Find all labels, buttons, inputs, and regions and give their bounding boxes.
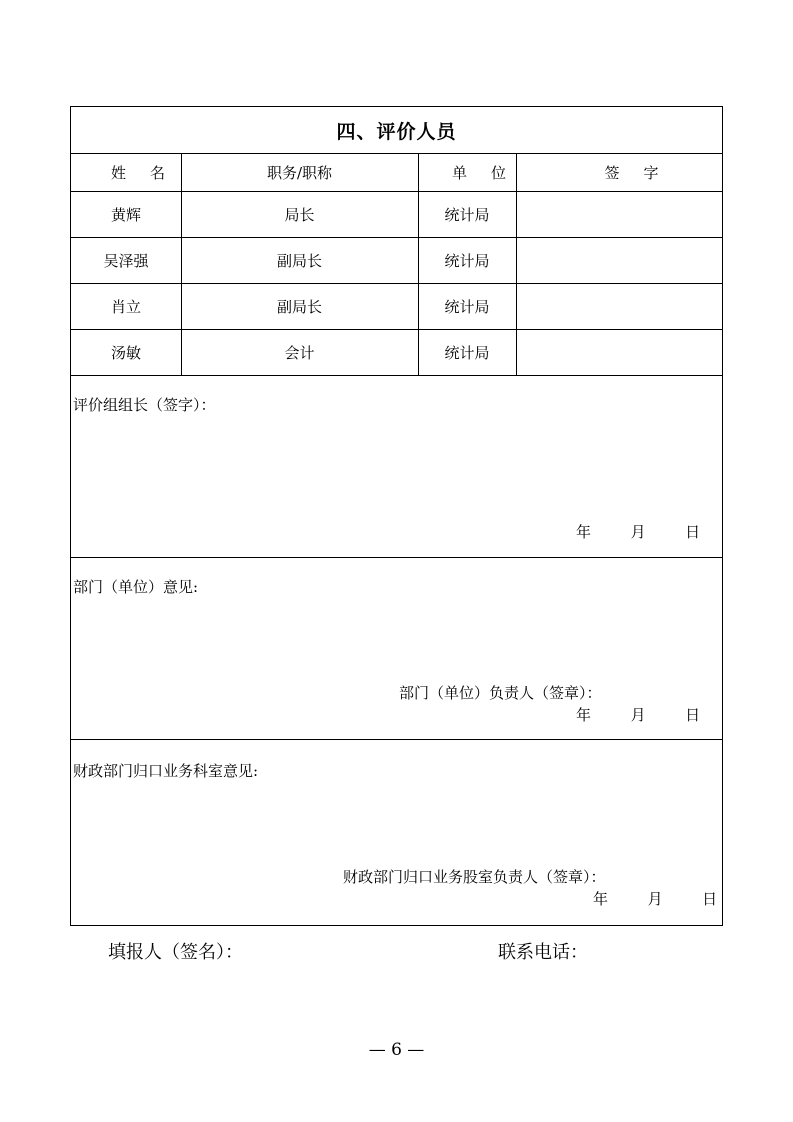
table-row-unit: 统计局 (444, 297, 490, 316)
date-day: 日 (685, 523, 701, 541)
divider (71, 557, 722, 558)
header-unit: 单位 (451, 163, 530, 182)
evaluation-form (70, 106, 723, 926)
date-year: 年 (576, 523, 592, 541)
department-opinion-label: 部门（单位）意见: (73, 578, 199, 596)
page-number: — 6 — (368, 1040, 425, 1060)
table-row-title: 局长 (284, 205, 315, 224)
table-row-title: 副局长 (276, 251, 322, 270)
date-day: 日 (685, 706, 701, 724)
table-row-unit: 统计局 (444, 343, 490, 362)
date-day: 日 (702, 890, 718, 908)
table-row-title: 会计 (284, 343, 315, 362)
header-title: 职务/职称 (266, 163, 333, 182)
date-year: 年 (593, 890, 609, 908)
table-row-name: 汤敏 (110, 343, 141, 362)
table-row-name: 黄辉 (110, 205, 141, 224)
table-row-signature[interactable] (516, 237, 723, 283)
table-row-name: 吴泽强 (103, 251, 149, 270)
section-title: 四、评价人员 (336, 120, 457, 143)
table-row-unit: 统计局 (444, 251, 490, 270)
leader-date (576, 521, 700, 542)
table-row-signature[interactable] (516, 283, 723, 329)
finance-opinion-label: 财政部门归口业务科室意见: (73, 762, 259, 780)
filler-signature-label: 填报人（签名）： (108, 942, 243, 963)
divider (71, 375, 722, 376)
finance-sign-label: 财政部门归口业务股室负责人（签章）： (343, 868, 606, 886)
table-row-unit: 统计局 (444, 205, 490, 224)
table-row-signature[interactable] (516, 191, 723, 237)
finance-date (593, 888, 717, 909)
date-month: 月 (630, 706, 646, 724)
header-name: 姓名 (110, 163, 189, 182)
table-row-title: 副局长 (276, 297, 322, 316)
table-row-name: 肖立 (110, 297, 141, 316)
date-year: 年 (576, 706, 592, 724)
divider (71, 739, 722, 740)
contact-phone-label: 联系电话： (498, 942, 588, 963)
leader-signature-label: 评价组组长（签字）： (73, 396, 216, 414)
date-month: 月 (630, 523, 646, 541)
department-date (576, 704, 700, 725)
table-row-signature[interactable] (516, 329, 723, 375)
date-month: 月 (647, 890, 663, 908)
header-signature: 签字 (604, 163, 683, 182)
department-sign-label: 部门（单位）负责人（签章）： (399, 684, 602, 702)
